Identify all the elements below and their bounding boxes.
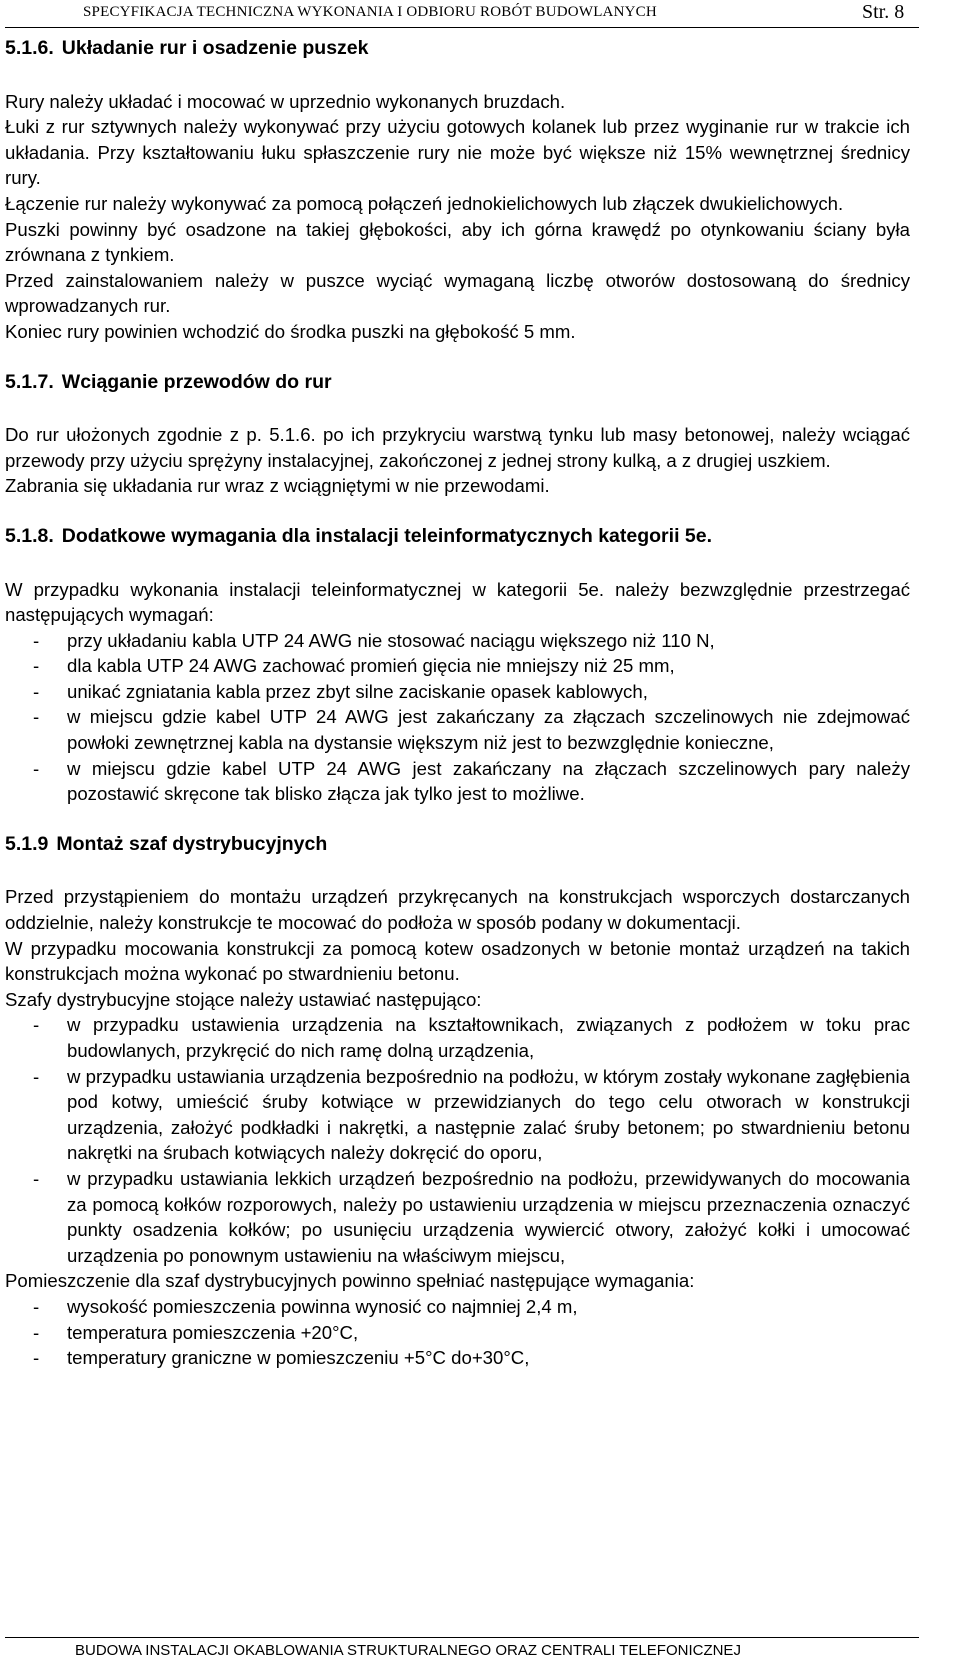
list-item-text: w przypadku ustawiania lekkich urządzeń bezpośrednio na podłożu, przewidywanych do mocowania za pomocą kołków rozporowych, należy po ustawieniu urządzenia w miejscu przeznaczenia oznaczyć punkty osadzenia kołków; po usunięciu urządzenia wywiercić otwory, założyć kołki i umocować urządzenia po ponownym ustawieniu na właściwym miejscu, — [67, 1167, 910, 1266]
section-heading-5-1-9 — [5, 832, 910, 858]
requirements-list — [5, 628, 910, 807]
document-body — [5, 36, 910, 1371]
list-marker: - — [33, 1347, 40, 1369]
paragraph: Przed zainstalowaniem należy w puszce wyciąć wymaganą liczbę otworów dostosowaną do średnicy wprowadzanych rur. — [5, 269, 910, 317]
paragraph: Do rur ułożonych zgodnie z p. 5.1.6. po ich przykryciu warstwą tynku lub masy betonowej, należy wciągać przewody przy użyciu sprężyny instalacyjnej, zakończonej z jednej strony kulką, a z drugiej uszkiem. — [5, 424, 910, 471]
paragraph: Łuki z rur sztywnych należy wykonywać przy użyciu gotowych kolanek lub przez wyginanie rur w trakcie ich układania. Przy kształtowaniu łuku spłaszczenie rury nie może być większe niż 15% wewnętrznej średnicy rury. — [5, 116, 910, 189]
list-item-text: temperatury graniczne w pomieszczeniu +5°C do+30°C, — [67, 1347, 530, 1369]
list-item-text: temperatura pomieszczenia +20°C, — [67, 1321, 359, 1343]
paragraph: Rury należy układać i mocować w uprzednio wykonanych bruzdach. — [5, 90, 566, 112]
list-marker: - — [33, 706, 40, 728]
list-marker: - — [33, 1065, 40, 1087]
list-marker: - — [33, 1295, 40, 1317]
list-item — [5, 756, 910, 807]
list-item — [5, 1166, 910, 1268]
list-item — [5, 1345, 910, 1371]
paragraph: W przypadku mocowania konstrukcji za pomocą kotew osadzonych w betonie montaż urządzeń na takich konstrukcjach można wykonać po stwardnieniu betonu. — [5, 937, 910, 985]
paragraph: Przed przystąpieniem do montażu urządzeń przykręcanych na konstrukcjach wsporczych dostarczanych oddzielnie, należy konstrukcje te mocować do podłoża w sposób podany w dokumentacji. — [5, 886, 910, 934]
list-item-text: wysokość pomieszczenia powinna wynosić co najmniej 2,4 m, — [67, 1295, 578, 1317]
list-item — [5, 653, 910, 679]
section-heading-5-1-6 — [5, 36, 910, 62]
section-title: Wciąganie przewodów do rur — [61, 370, 332, 393]
page-number: Str. 8 — [862, 1, 905, 23]
paragraph: W przypadku wykonania instalacji teleinformatycznej w kategorii 5e. należy bezwzględnie przestrzegać następujących wymagań: — [5, 578, 910, 626]
section-title: Dodatkowe wymagania dla instalacji teleinformatycznych kategorii 5e. — [61, 524, 713, 547]
footer-rule — [5, 1637, 919, 1638]
list-item — [5, 1320, 910, 1346]
section-heading-5-1-8 — [5, 524, 910, 550]
list-marker: - — [33, 629, 40, 651]
page-header — [0, 0, 960, 30]
list-item — [5, 679, 910, 705]
paragraph: Pomieszczenie dla szaf dystrybucyjnych powinno spełniać następujące wymagania: — [5, 1270, 695, 1292]
list-marker: - — [33, 680, 40, 702]
paragraph: Szafy dystrybucyjne stojące należy ustawiać następująco: — [5, 988, 482, 1010]
footer-text: BUDOWA INSTALACJI OKABLOWANIA STRUKTURALNEGO ORAZ CENTRALI TELEFONICZNEJ — [75, 1642, 741, 1659]
list-marker: - — [33, 1321, 40, 1343]
list-item-text: dla kabla UTP 24 AWG zachować promień gięcia nie mniejszy niż 25 mm, — [67, 655, 675, 677]
standing-cabinets-list — [5, 1012, 910, 1268]
section-number: 5.1.6. — [5, 37, 54, 59]
section-number: 5.1.8. — [5, 524, 54, 547]
section-number: 5.1.9 — [5, 832, 49, 855]
list-item-text: w przypadku ustawienia urządzenia na kształtownikach, związanych z podłożem w toku prac budowlanych, przykręcić do nich ramę dolną urządzenia, — [67, 1014, 910, 1061]
list-marker: - — [33, 655, 40, 677]
section-title: Montaż szaf dystrybucyjnych — [56, 832, 328, 855]
list-item-text: w miejscu gdzie kabel UTP 24 AWG jest zakańczany za złączach szczelinowych nie zdejmować powłoki zewnętrznej kabla na dystansie większym niż jest to bezwzględnie konieczne, — [67, 706, 910, 754]
list-item-text: w przypadku ustawiania urządzenia bezpośrednio na podłożu, w którym zostały wykonane zagłębienia pod kotwy, umieścić śruby kotwiące w przewidzianych do tego celu otworach w konstrukcji urządzenia, założyć podkładki i nakrętki, a następnie zalać śruby betonem; po stwardnieniu betonu nakrętki na śrubach kotwiących należy dokręcić do oporu, — [67, 1065, 910, 1164]
list-item — [5, 1064, 910, 1166]
list-item-text: w miejscu gdzie kabel UTP 24 AWG jest zakańczany na złączach szczelinowych pary należy pozostawić skręcone tak blisko złącza jak tylko jest to możliwe. — [67, 757, 910, 805]
header-rule — [5, 27, 919, 28]
section-number: 5.1.7. — [5, 370, 54, 393]
header-title: SPECYFIKACJA TECHNICZNA WYKONANIA I ODBIORU ROBÓT BUDOWLANYCH — [83, 4, 657, 20]
list-marker: - — [33, 1014, 40, 1036]
room-requirements-list — [5, 1294, 910, 1371]
list-item-text: unikać zgniatania kabla przez zbyt silne zaciskanie opasek kablowych, — [67, 680, 648, 702]
list-marker: - — [33, 757, 40, 779]
paragraph: Puszki powinny być osadzone na takiej głębokości, aby ich górna krawędź po otynkowaniu ściany była zrównana z tynkiem. — [5, 218, 910, 266]
list-item-text: przy układaniu kabla UTP 24 AWG nie stosować naciągu większego niż 110 N, — [67, 629, 715, 651]
section-title: Układanie rur i osadzenie puszek — [61, 37, 369, 59]
paragraph: Koniec rury powinien wchodzić do środka puszki na głębokość 5 mm. — [5, 320, 576, 342]
paragraph: Łączenie rur należy wykonywać za pomocą połączeń jednokielichowych lub złączek dwukielichowych. — [5, 192, 844, 214]
page-footer — [0, 1636, 960, 1662]
list-item — [5, 704, 910, 755]
paragraph: Zabrania się układania rur wraz z wciągniętymi w nie przewodami. — [5, 475, 550, 497]
list-item — [5, 628, 910, 654]
section-heading-5-1-7 — [5, 370, 910, 396]
list-item — [5, 1012, 910, 1063]
list-item — [5, 1294, 910, 1320]
list-marker: - — [33, 1167, 40, 1189]
